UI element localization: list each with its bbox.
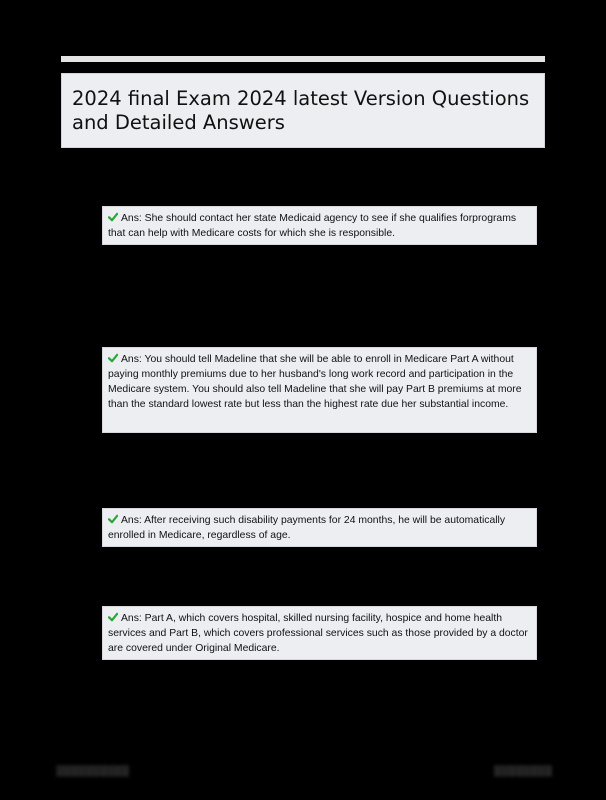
check-icon: [108, 212, 118, 222]
check-icon: [108, 514, 118, 524]
answer-text: Ans: You should tell Madeline that she will be able to enroll in Medicare Part A without paying monthly premiums due to her husband's long work record and participation in the Medicare system. You should also tell Madeline that she will pay Part B premiums at more than the standard lowest rate but less than the highest rate due her substantial income.: [108, 354, 522, 410]
title-box: [61, 73, 545, 148]
answer-box: [102, 606, 537, 660]
header-divider: [61, 56, 545, 62]
answer-text: Ans: Part A, which covers hospital, skilled nursing facility, hospice and home health services and Part B, which covers professional services such as those provided by a doctor are covered under Original Medicare.: [108, 613, 528, 654]
answer-text: Ans: After receiving such disability payments for 24 months, he will be automatically enrolled in Medicare, regardless of age.: [108, 515, 506, 541]
check-icon: [108, 612, 118, 622]
footer-watermark-left: ░░░░░░░░░░: [56, 766, 129, 777]
answer-box: [102, 508, 537, 547]
document-title: 2024 final Exam 2024 latest Version Questions and Detailed Answers: [72, 87, 530, 134]
check-icon: [108, 353, 118, 363]
answer-box: [102, 206, 537, 245]
answer-box: [102, 347, 537, 433]
answer-text: Ans: She should contact her state Medicaid agency to see if she qualifies forprograms that can help with Medicare costs for which she is responsible.: [108, 213, 517, 239]
footer-watermark-right: ░░░░░░░░: [493, 766, 552, 777]
